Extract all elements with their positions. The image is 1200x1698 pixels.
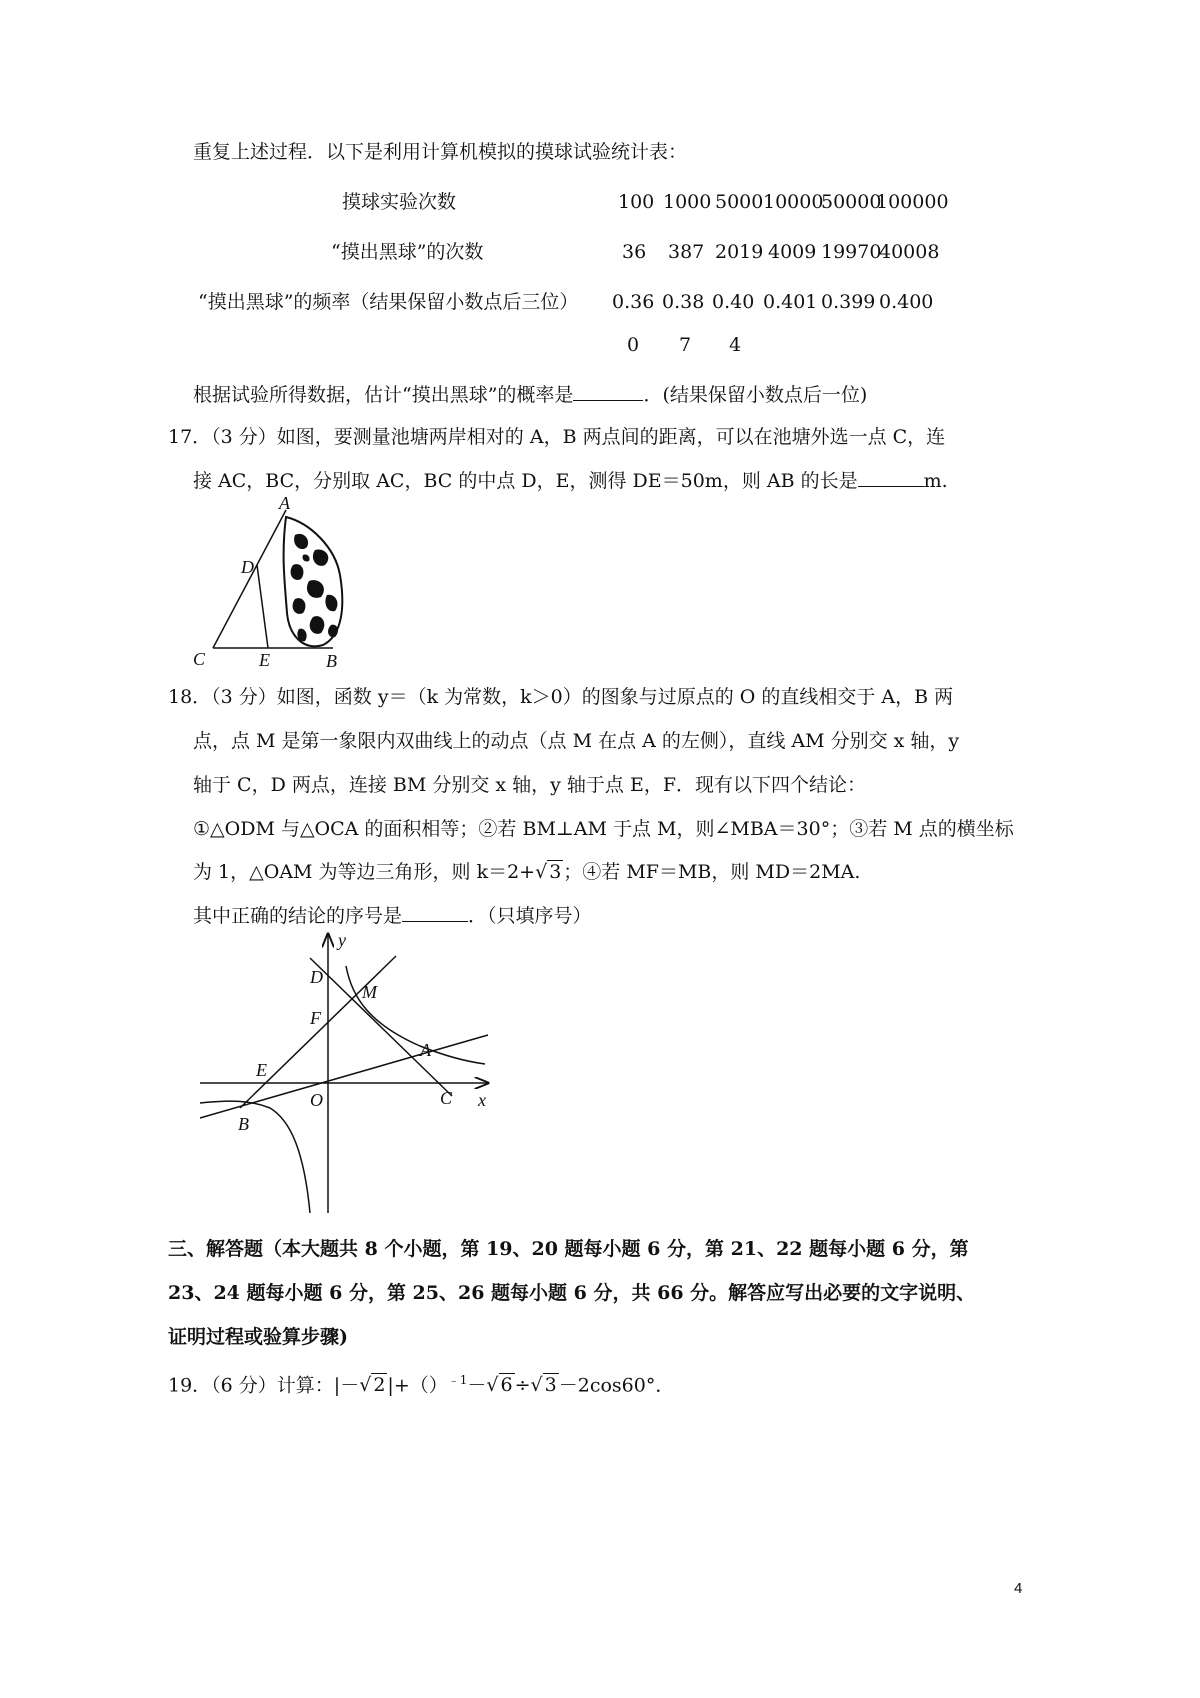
cell-freq-wrap: 0 [627, 334, 640, 356]
q19-prefix: 19．（6 分）计算：|－ [168, 1374, 360, 1397]
row-label-freq: “摸出黑球”的频率（结果保留小数点后三位） [198, 291, 579, 313]
section3-line2: 23、24 题每小题 6 分，第 25、26 题每小题 6 分，共 66 分。解答应写出必要的文字说明、 [168, 1282, 976, 1304]
cell-freq: 0.400 [879, 291, 934, 313]
cell-freq: 0.401 [763, 291, 818, 313]
q18-line4: ①△ODM 与△OCA 的面积相等；②若 BM⊥AM 于点 M，则∠MBA＝30°；③若 M 点的横坐标 [193, 818, 1014, 840]
cell-counts: 36 [622, 241, 647, 263]
cell-trials: 1000 [663, 191, 712, 213]
cell-trials: 100000 [876, 191, 949, 213]
label-A: A [420, 1040, 431, 1060]
cell-freq: 0.36 [612, 291, 655, 313]
q19-line [168, 1368, 674, 1397]
sqrt-6-radicand: 6 [500, 1374, 513, 1397]
section3-line1: 三、解答题（本大题共 8 个小题，第 19、20 题每小题 6 分，第 21、22 题每小题 6 分，第 [168, 1238, 969, 1260]
cell-freq: 0.38 [662, 291, 705, 313]
q17-pond-figure [185, 495, 365, 675]
label-B: B [238, 1114, 249, 1134]
cell-counts: 2019 [715, 241, 764, 263]
sqrt-6: √ 6 [486, 1374, 513, 1397]
cell-counts: 387 [668, 241, 705, 263]
q18-line1: 18．（3 分）如图，函数 y＝（k 为常数，k＞0）的图象与过原点的 O 的直线相交于 A，B 两 [168, 686, 954, 708]
q18-line5-after: ；④若 MF＝MB，则 MD＝2MA. [563, 861, 861, 883]
cell-freq: 0.399 [821, 291, 876, 313]
q17-line2 [193, 468, 948, 493]
label-D: D [310, 967, 323, 987]
q19-mid3: ÷ [514, 1374, 531, 1397]
q16-answer-blank[interactable] [573, 382, 643, 401]
sqrt-3: √ 3 [535, 861, 562, 883]
sqrt-2-radicand: 2 [373, 1374, 386, 1397]
q18-hyperbola-figure [190, 928, 510, 1228]
q18-text-before: 其中正确的结论的序号是 [193, 905, 403, 927]
q19-mid1: |+（） [387, 1374, 448, 1397]
q16-answer-line [193, 382, 867, 407]
pond-shape [284, 517, 343, 646]
cell-counts: 40008 [879, 241, 940, 263]
sqrt-2: √ 2 [359, 1374, 386, 1397]
label-B: B [326, 651, 337, 671]
cell-counts: 19970 [821, 241, 882, 263]
label-M: M [362, 982, 377, 1002]
label-E: E [256, 1060, 267, 1080]
cell-trials: 5000 [715, 191, 764, 213]
row-label-counts: “摸出黑球”的次数 [331, 241, 484, 263]
q19-suffix: －2cos60°． [558, 1374, 675, 1397]
q18-line2: 点，点 M 是第一象限内双曲线上的动点（点 M 在点 A 的左侧），直线 AM 分别交 x 轴，y [193, 730, 960, 752]
q18-text-after: ．（只填序号） [468, 905, 592, 927]
page-number: 4 [1014, 1580, 1023, 1597]
q19-exponent: ﹣1 [447, 1373, 468, 1387]
q18-line5-before: 为 1，△OAM 为等边三角形，则 k＝2+ [193, 861, 536, 883]
q18-line6 [193, 903, 592, 928]
q16-text-before: 根据试验所得数据，估计“摸出黑球”的概率是 [193, 384, 574, 406]
row-label-trials: 摸球实验次数 [342, 191, 457, 213]
sqrt-3-radicand: 3 [549, 861, 562, 883]
label-C: C [440, 1088, 453, 1108]
label-E: E [259, 650, 270, 670]
label-x: x [478, 1090, 486, 1110]
q18-line3: 轴于 C，D 两点，连接 BM 分别交 x 轴，y 轴于点 E，F．现有以下四个结论： [193, 774, 867, 796]
cell-trials: 10000 [763, 191, 824, 213]
q17-text-before: 接 AC，BC，分别取 AC，BC 的中点 D，E，测得 DE＝50m，则 AB 的长是 [193, 470, 858, 492]
q18-answer-blank[interactable] [402, 903, 468, 922]
cell-counts: 4009 [768, 241, 817, 263]
q18-line5 [193, 860, 860, 884]
label-D: D [241, 557, 254, 577]
q17-answer-blank[interactable] [858, 468, 924, 487]
q16-text-after: ．(结果保留小数点后一位) [643, 384, 868, 406]
cell-trials: 50000 [821, 191, 882, 213]
q17-line1: 17．（3 分）如图，要测量池塘两岸相对的 A，B 两点间的距离，可以在池塘外选一点 C，连 [168, 426, 946, 448]
cell-freq-wrap: 4 [729, 334, 742, 356]
cell-trials: 100 [618, 191, 655, 213]
sqrt-3b: √ 3 [530, 1374, 557, 1397]
label-A: A [279, 495, 290, 513]
q17-text-after: m. [923, 470, 948, 492]
sqrt-3b-radicand: 3 [544, 1374, 557, 1397]
section3-line3: 证明过程或验算步骤) [168, 1326, 348, 1348]
label-O: O [310, 1090, 323, 1110]
cell-freq-wrap: 7 [679, 334, 692, 356]
intro-line: 重复上述过程．以下是利用计算机模拟的摸球试验统计表： [193, 141, 688, 163]
label-y: y [338, 930, 346, 950]
cell-freq: 0.40 [712, 291, 755, 313]
q19-mid2: － [467, 1374, 487, 1397]
label-C: C [193, 649, 206, 669]
label-F: F [310, 1008, 321, 1028]
